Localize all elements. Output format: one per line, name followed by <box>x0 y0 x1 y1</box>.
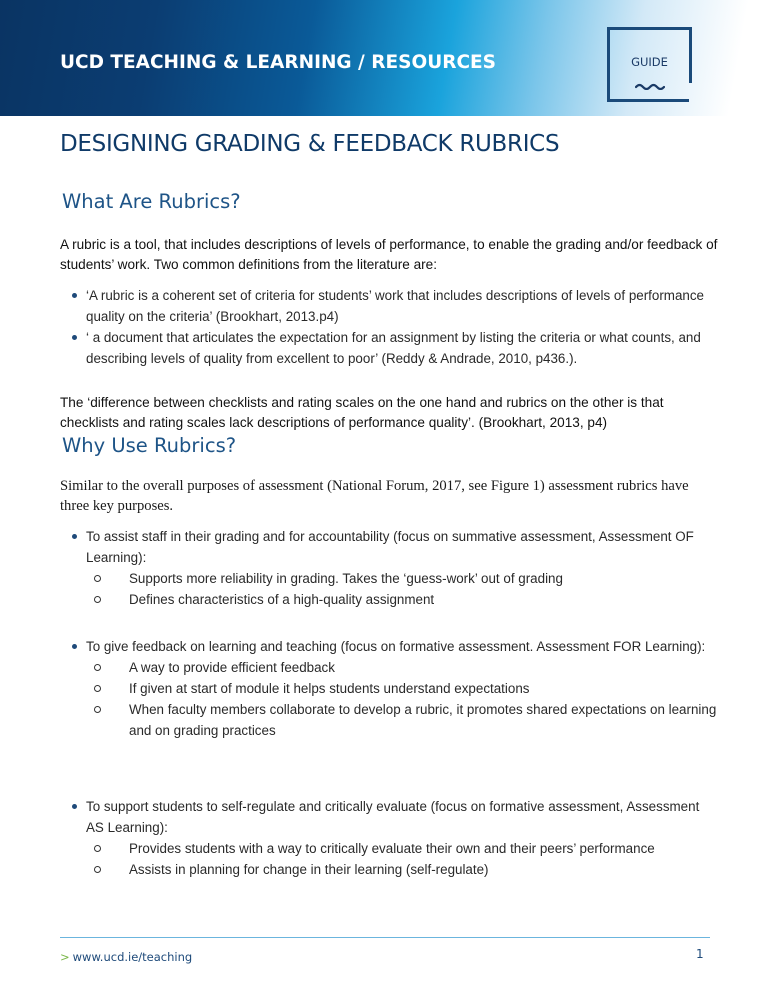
sub-list-item-text: If given at start of module it helps students understand expectations <box>129 681 530 696</box>
footer-divider <box>60 937 710 938</box>
guide-badge <box>607 27 689 102</box>
circle-bullet-icon <box>94 596 101 603</box>
sub-list-item <box>60 838 720 859</box>
list-item <box>60 285 720 327</box>
circle-bullet-icon <box>94 845 101 852</box>
sub-list-item-text: Provides students with a way to critically evaluate their own and their peers’ performance <box>129 841 655 856</box>
section-intro-paragraph: Similar to the overall purposes of assessment (National Forum, 2017, see Figure 1) assessment rubrics have three key purposes. <box>60 478 689 514</box>
bullet-icon <box>72 534 77 539</box>
circle-bullet-icon <box>94 685 101 692</box>
list-item <box>60 526 720 610</box>
list-item-text: ‘ a document that articulates the expectation for an assignment by listing the criteria or what counts, and describing levels of quality from excellent to poor’ (Reddy & Andrade, 2010, p436.). <box>86 330 701 366</box>
sub-list-item <box>60 678 720 699</box>
list-item-text: To give feedback on learning and teaching (focus on formative assessment. Assessment FOR Learning): <box>86 639 706 654</box>
section-heading-what-are-rubrics: What Are Rubrics? <box>62 190 241 213</box>
sub-list-item <box>60 657 720 678</box>
wave-icon <box>635 82 665 90</box>
list-item <box>60 796 720 880</box>
sub-list <box>60 568 720 610</box>
header-banner <box>0 0 768 116</box>
sub-list-item <box>60 589 720 610</box>
sub-list <box>60 838 720 880</box>
sub-list-item-text: Assists in planning for change in their learning (self-regulate) <box>129 862 489 877</box>
sub-list-item-text: Defines characteristics of a high-quality assignment <box>129 592 435 607</box>
circle-bullet-icon <box>94 706 101 713</box>
chevron-right-icon: > <box>60 950 70 964</box>
section-heading-why-use-rubrics: Why Use Rubrics? <box>62 434 237 457</box>
sub-list-item <box>60 699 720 741</box>
purposes-list <box>60 796 720 880</box>
bullet-icon <box>72 804 77 809</box>
bullet-icon <box>72 335 77 340</box>
page-title: DESIGNING GRADING & FEEDBACK RUBRICS <box>60 131 560 157</box>
sub-list-item-text: Supports more reliability in grading. Takes the ‘guess-work’ out of grading <box>129 571 563 586</box>
bullet-icon <box>72 293 77 298</box>
list-item-text: ‘A rubric is a coherent set of criteria for students’ work that includes descriptions of levels of performance quality on the criteria’ (Brookhart, 2013.p4) <box>86 288 704 324</box>
section-intro-paragraph: A rubric is a tool, that includes descriptions of levels of performance, to enable the grading and/or feedback of students’ work. Two common definitions from the literature are: <box>60 237 718 272</box>
circle-bullet-icon <box>94 664 101 671</box>
sub-list <box>60 657 720 741</box>
guide-badge-label: GUIDE <box>631 55 668 69</box>
sub-list-item <box>60 568 720 589</box>
list-item-text: To assist staff in their grading and for accountability (focus on summative assessment, Assessment OF Learning): <box>86 529 694 565</box>
circle-bullet-icon <box>94 575 101 582</box>
bullet-icon <box>72 644 77 649</box>
footer-link-text: www.ucd.ie/teaching <box>72 950 193 964</box>
page-number: 1 <box>696 947 704 961</box>
definitions-list <box>60 285 720 369</box>
banner-title: UCD TEACHING & LEARNING / RESOURCES <box>60 52 496 73</box>
list-item-text: To support students to self-regulate and critically evaluate (focus on formative assessment, Assessment AS Learning): <box>86 799 700 835</box>
circle-bullet-icon <box>94 866 101 873</box>
sub-list-item <box>60 859 720 880</box>
section-closing-paragraph: The ‘difference between checklists and rating scales on the one hand and rubrics on the other is that checklists and rating scales lack descriptions of performance quality’. (Brookhart, 2013, p4) <box>60 395 664 430</box>
footer-website-link[interactable] <box>60 950 192 964</box>
list-item <box>60 636 720 741</box>
purposes-list <box>60 636 720 741</box>
list-item <box>60 327 720 369</box>
sub-list-item-text: A way to provide efficient feedback <box>129 660 335 675</box>
purposes-list <box>60 526 720 610</box>
sub-list-item-text: When faculty members collaborate to develop a rubric, it promotes shared expectations on learning and on grading practices <box>129 702 717 738</box>
